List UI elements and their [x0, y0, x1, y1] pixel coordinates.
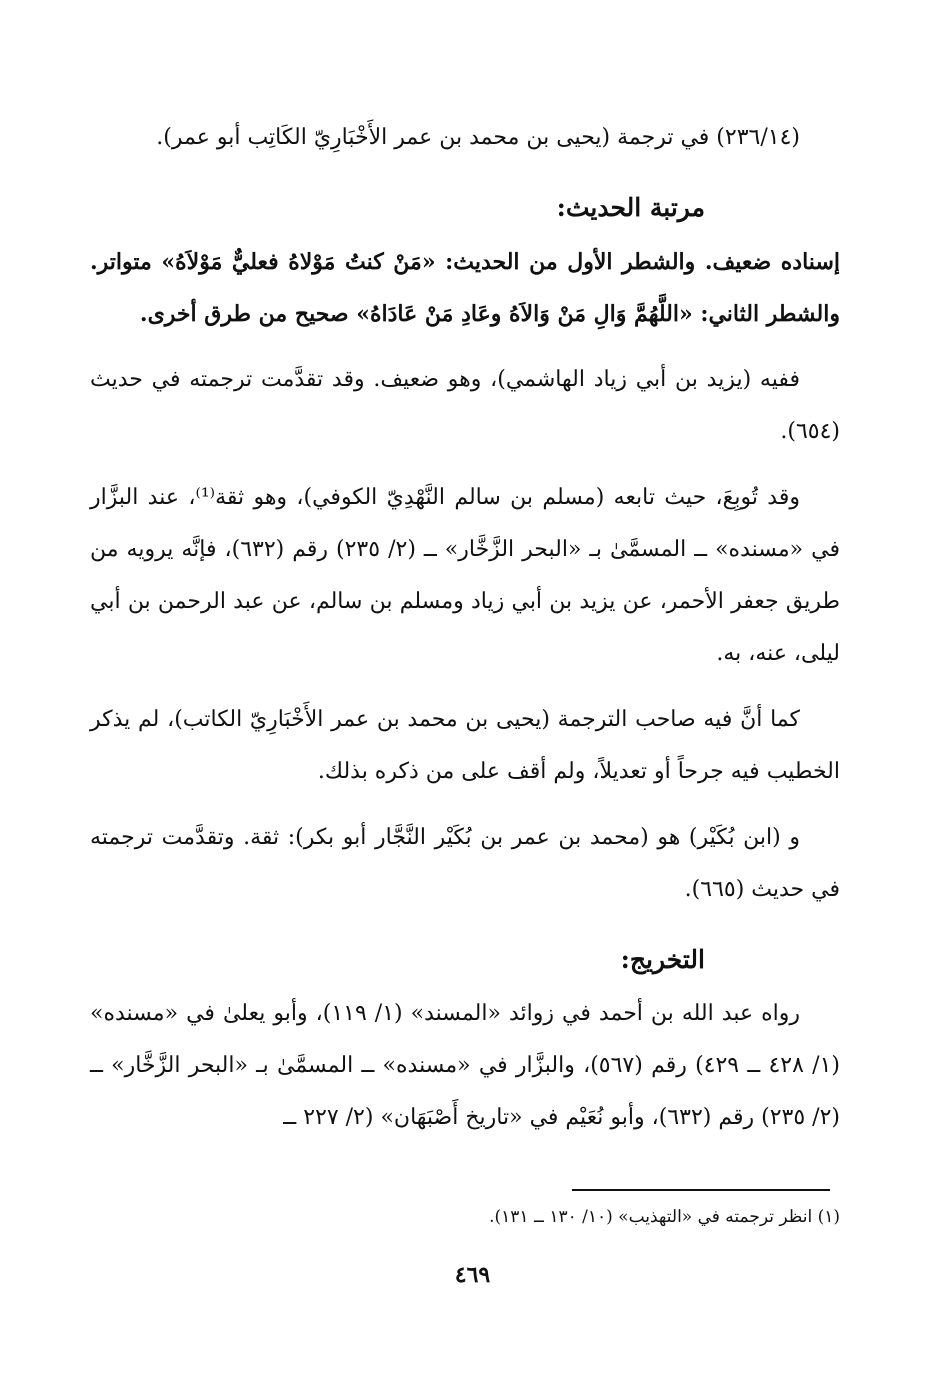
- page-body: [90, 112, 840, 1158]
- paragraph-weak-narrator: ففيه (يزيد بن أبي زياد الهاشمي)، وهو ضعيف. وقد تقدَّمت ترجمته في حديث (٦٥٤).: [90, 367, 840, 444]
- footnote: (١) انظر ترجمته في «التهذيب» (١٠/ ١٣٠ ــ ١٣١).: [489, 1207, 840, 1227]
- paragraph-grade: إسناده ضعيف. والشطر الأول من الحديث: «مَنْ كنتُ مَوْلاهُ فعليٌّ مَوْلاَهُ» متواتر. والشطر الثاني: «اللَّهُمَّ وَالِ مَنْ وَالاَهُ وعَادِ مَنْ عَادَاهُ» صحيح من طرق أخرى.: [90, 249, 840, 327]
- page-number: ٤٦٩: [454, 1262, 491, 1288]
- paragraph-citation: (٢٣٦/١٤) في ترجمة (يحيى بن محمد بن عمر الأَخْبَارِيّ الكَاتِب أبو عمر).: [156, 125, 800, 150]
- paragraph-ibn-bukayr: و (ابن بُكَيْر) هو (محمد بن عمر بن بُكَيْر النَّجَّار أبو بكر): ثقة. وتقدَّمت ترجمته في حديث (٦٦٥).: [90, 825, 840, 902]
- heading-takhrij: التخريج:: [620, 945, 705, 974]
- paragraph-subject-narrator: كما أنَّ فيه صاحب الترجمة (يحيى بن محمد بن عمر الأَخْبَارِيّ الكاتب)، لم يذكر الخطيب فيه جرحاً أو تعديلاً، ولم أقف على من ذكره بذلك.: [90, 707, 840, 784]
- paragraph-takhrij: رواه عبد الله بن أحمد في زوائد «المسند» (١/ ١١٩)، وأبو يعلىٰ في «مسنده» (١/ ٤٢٨ ــ ٤٢٩) رقم (٥٦٧)، والبزَّار في «مسنده» ــ المسمَّىٰ بـ «البحر الزَّخَّار» ــ (٢/ ٢٣٥) رقم (٦٣٢)، وأبو نُعَيْم في «تاريخ أَصْبَهَان» (٢/ ٢٢٧ ــ: [90, 1001, 841, 1130]
- paragraph-corroboration: وقد تُوبِعَ، حيث تابعه (مسلم بن سالم النَّهْدِيّ الكوفي)، وهو ثقة⁽¹⁾، عند البزَّار في «مسنده» ــ المسمَّىٰ بـ «البحر الزَّخَّار» ــ (٢/ ٢٣٥) رقم (٦٣٢)، فإنَّه يرويه من طريق جعفر الأحمر، عن يزيد بن أبي زياد ومسلم بن سالم، عن عبد الرحمن بن أبي ليلى، عنه، به.: [90, 485, 841, 666]
- heading-hadith-grade: مرتبة الحديث:: [556, 193, 705, 222]
- footnote-divider: [572, 1189, 830, 1191]
